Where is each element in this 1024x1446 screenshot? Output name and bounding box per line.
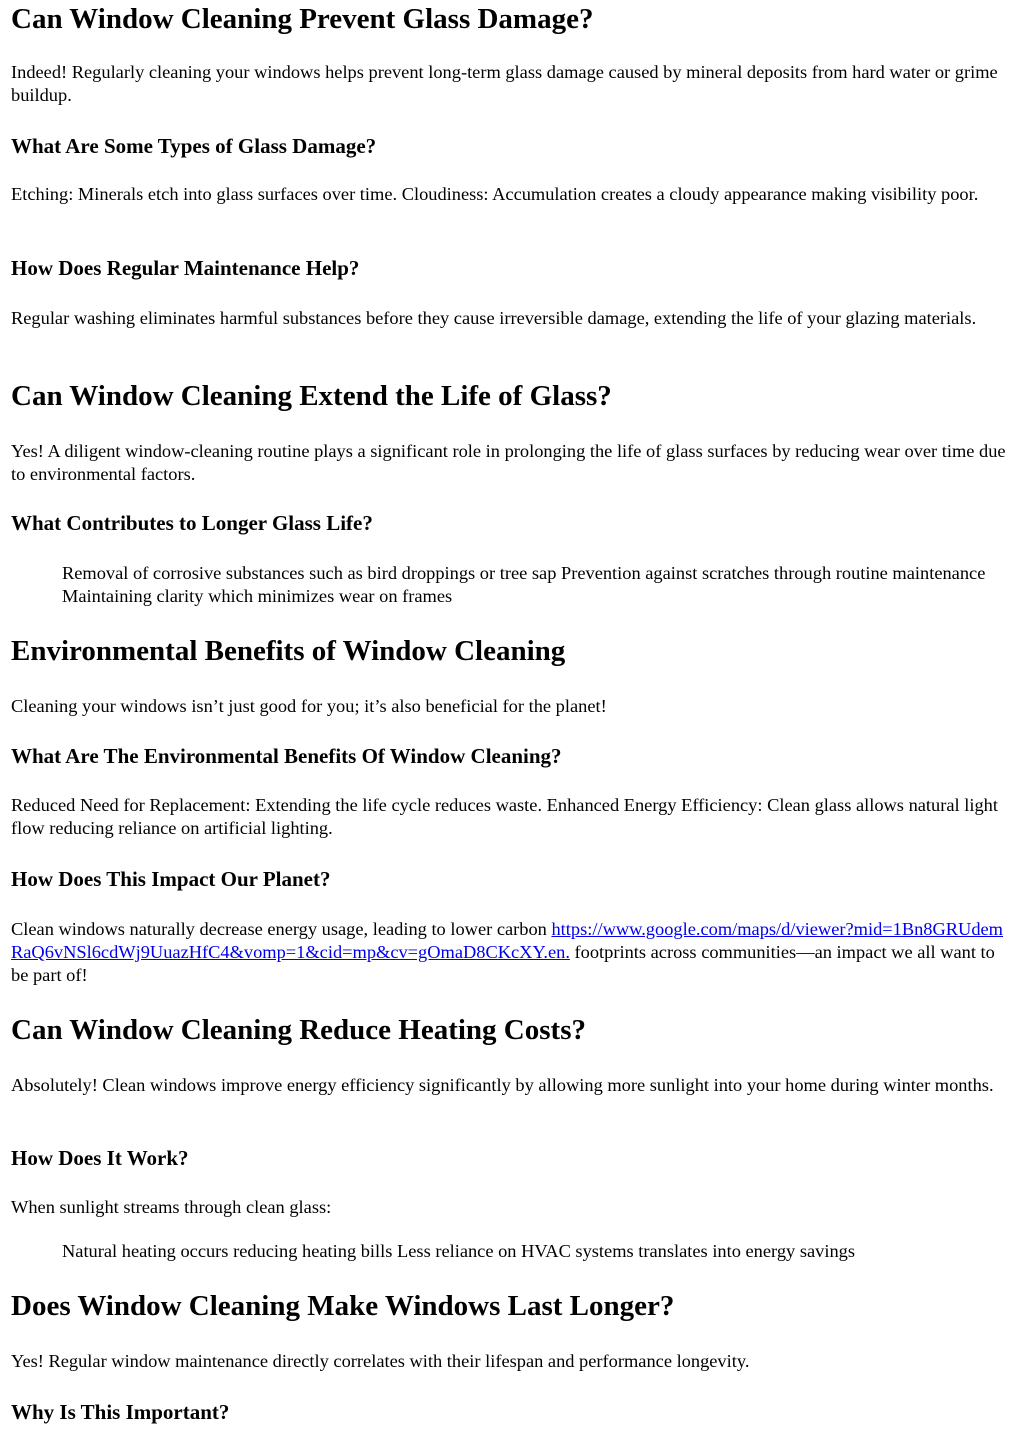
paragraph: Regular washing eliminates harmful substances before they cause irreversible damage, extending the life of your glazing materials.	[11, 308, 977, 328]
subheading-why-important: Why Is This Important?	[11, 1400, 230, 1424]
section-intro: Yes! Regular window maintenance directly correlates with their lifespan and performance longevity.	[11, 1351, 750, 1371]
section-intro: Indeed! Regularly cleaning your windows helps prevent long-term glass damage caused by mineral deposits from hard water or grime buildup.	[11, 62, 998, 105]
section-heading-prevent-glass-damage: Can Window Cleaning Prevent Glass Damage?	[11, 3, 594, 35]
section-intro: Yes! A diligent window-cleaning routine plays a significant role in prolonging the life of glass surfaces by reducing wear over time due to environmental factors.	[11, 441, 1006, 484]
paragraph: Etching: Minerals etch into glass surfaces over time. Cloudiness: Accumulation creates a cloudy appearance making visibility poor.	[11, 184, 979, 204]
section-intro: Absolutely! Clean windows improve energy efficiency significantly by allowing more sunlight into your home during winter months.	[11, 1075, 994, 1095]
list-text: Natural heating occurs reducing heating bills Less reliance on HVAC systems translates into energy savings	[62, 1241, 855, 1261]
section-heading-reduce-heating-costs: Can Window Cleaning Reduce Heating Costs?	[11, 1014, 586, 1046]
subheading-longer-glass-life: What Contributes to Longer Glass Life?	[11, 511, 373, 535]
maps-link[interactable]: https://www.google.com/maps/d/viewer?mid=1Bn8GRUdemRaQ6vNSl6cdWj9UuazHfC4&vomp=1&cid=mp&cv=gOmaD8CKcXY.en.	[11, 919, 1003, 962]
subheading-types-of-glass-damage: What Are Some Types of Glass Damage?	[11, 134, 377, 158]
list-text: Removal of corrosive substances such as bird droppings or tree sap Prevention against scratches through routine maintenance Maintaining clarity which minimizes wear on frames	[62, 563, 986, 606]
paragraph: Reduced Need for Replacement: Extending the life cycle reduces waste. Enhanced Energy Efficiency: Clean glass allows natural light flow reducing reliance on artificial lighting.	[11, 795, 998, 838]
paragraph-with-link	[11, 918, 1015, 987]
paragraph-text: Clean windows naturally decrease energy usage, leading to lower carbon	[11, 919, 552, 939]
subheading-how-it-works: How Does It Work?	[11, 1146, 189, 1170]
section-heading-windows-last-longer: Does Window Cleaning Make Windows Last Longer?	[11, 1290, 675, 1322]
section-heading-extend-life-of-glass: Can Window Cleaning Extend the Life of Glass?	[11, 380, 612, 412]
paragraph-text: footprints across communities—an impact we all want to be part of!	[11, 942, 995, 985]
paragraph: When sunlight streams through clean glass:	[11, 1197, 332, 1217]
section-intro: Cleaning your windows isn’t just good for you; it’s also beneficial for the planet!	[11, 696, 607, 716]
subheading-impact-planet: How Does This Impact Our Planet?	[11, 867, 331, 891]
subheading-environmental-benefits: What Are The Environmental Benefits Of Window Cleaning?	[11, 744, 562, 768]
subheading-regular-maintenance: How Does Regular Maintenance Help?	[11, 256, 360, 280]
section-heading-environmental-benefits: Environmental Benefits of Window Cleaning	[11, 635, 566, 667]
